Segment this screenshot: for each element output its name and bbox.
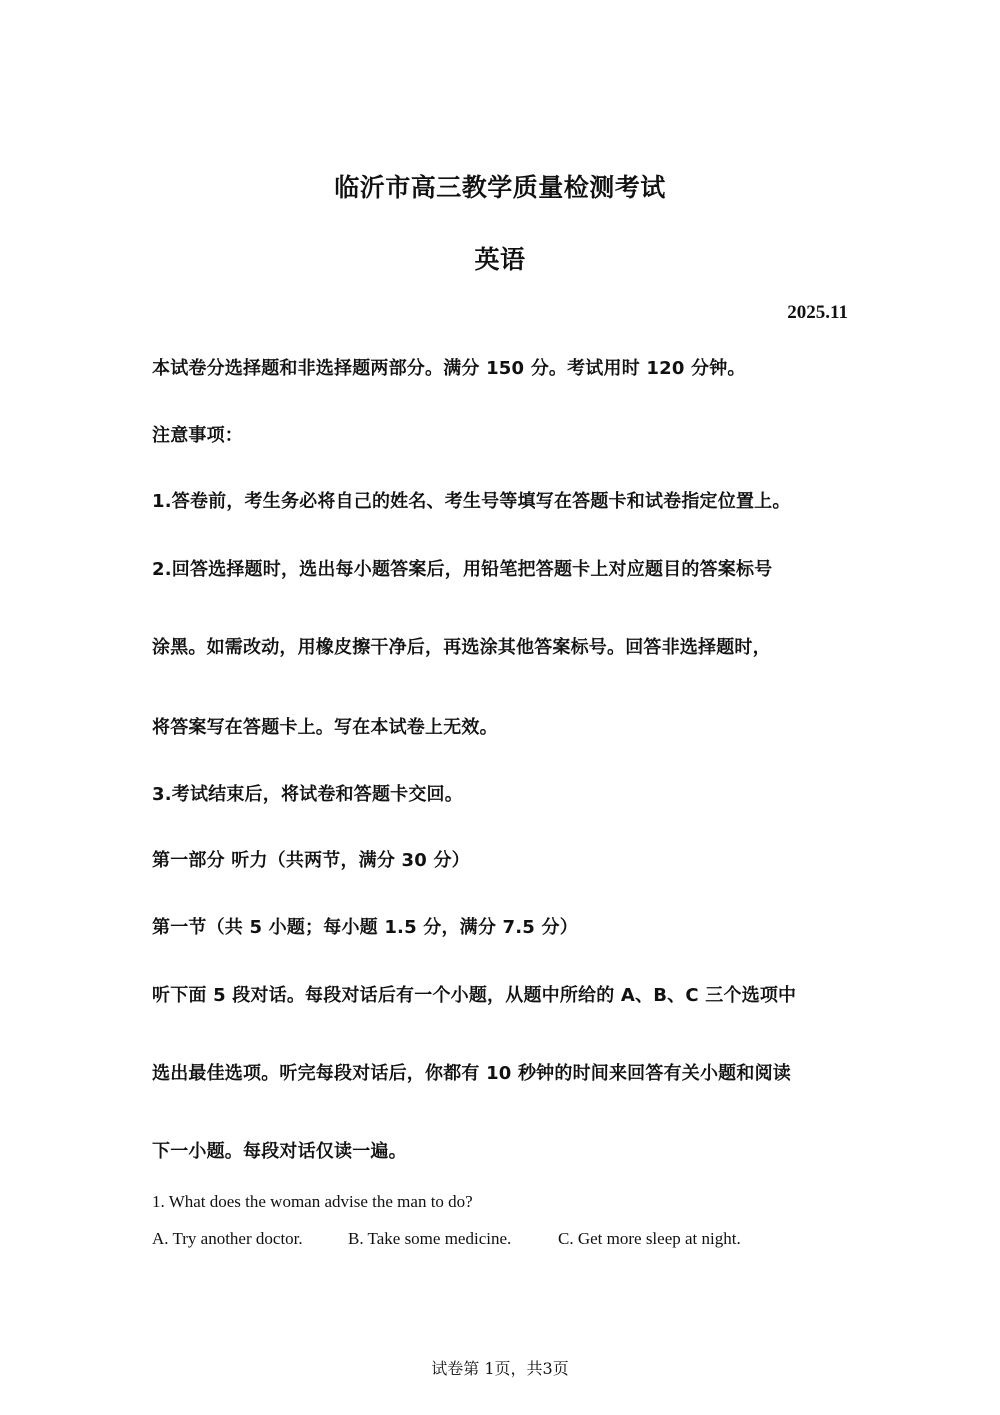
notice-line-1: 1.答卷前，考生务必将自己的姓名、考生号等填写在答题卡和试卷指定位置上。 — [152, 491, 791, 512]
notice-line-5: 3.考试结束后，将试卷和答题卡交回。 — [152, 784, 463, 805]
section1-heading: 第一节（共 5 小题；每小题 1.5 分，满分 7.5 分） — [152, 917, 578, 938]
question-1-stem: 1. What does the woman advise the man to do? — [152, 1192, 473, 1211]
subject-title: 英语 — [474, 245, 526, 274]
notice-line-2: 2.回答选择题时，选出每小题答案后，用铅笔把答题卡上对应题目的答案标号 — [152, 559, 773, 580]
page-footer: 试卷第 1页，共3页 — [431, 1359, 569, 1378]
exam-title: 临沂市高三教学质量检测考试 — [334, 173, 666, 202]
instructions-line-1: 听下面 5 段对话。每段对话后有一个小题，从题中所给的 A、B、C 三个选项中 — [152, 985, 797, 1006]
instructions-line-2: 选出最佳选项。听完每段对话后，你都有 10 秒钟的时间来回答有关小题和阅读 — [152, 1063, 791, 1084]
instructions-line-3: 下一小题。每段对话仅读一遍。 — [152, 1141, 407, 1162]
notice-line-4: 将答案写在答题卡上。写在本试卷上无效。 — [152, 717, 498, 738]
question-1-option-c: C. Get more sleep at night. — [558, 1229, 741, 1248]
exam-date: 2025.11 — [787, 302, 848, 323]
intro-text: 本试卷分选择题和非选择题两部分。满分 150 分。考试用时 120 分钟。 — [152, 358, 746, 379]
notice-heading: 注意事项： — [152, 425, 243, 446]
part1-heading: 第一部分 听力（共两节，满分 30 分） — [152, 850, 470, 871]
question-1-option-b: B. Take some medicine. — [348, 1229, 512, 1248]
question-1-option-a: A. Try another doctor. — [152, 1229, 303, 1248]
notice-line-3: 涂黑。如需改动，用橡皮擦干净后，再选涂其他答案标号。回答非选择题时， — [152, 637, 771, 658]
